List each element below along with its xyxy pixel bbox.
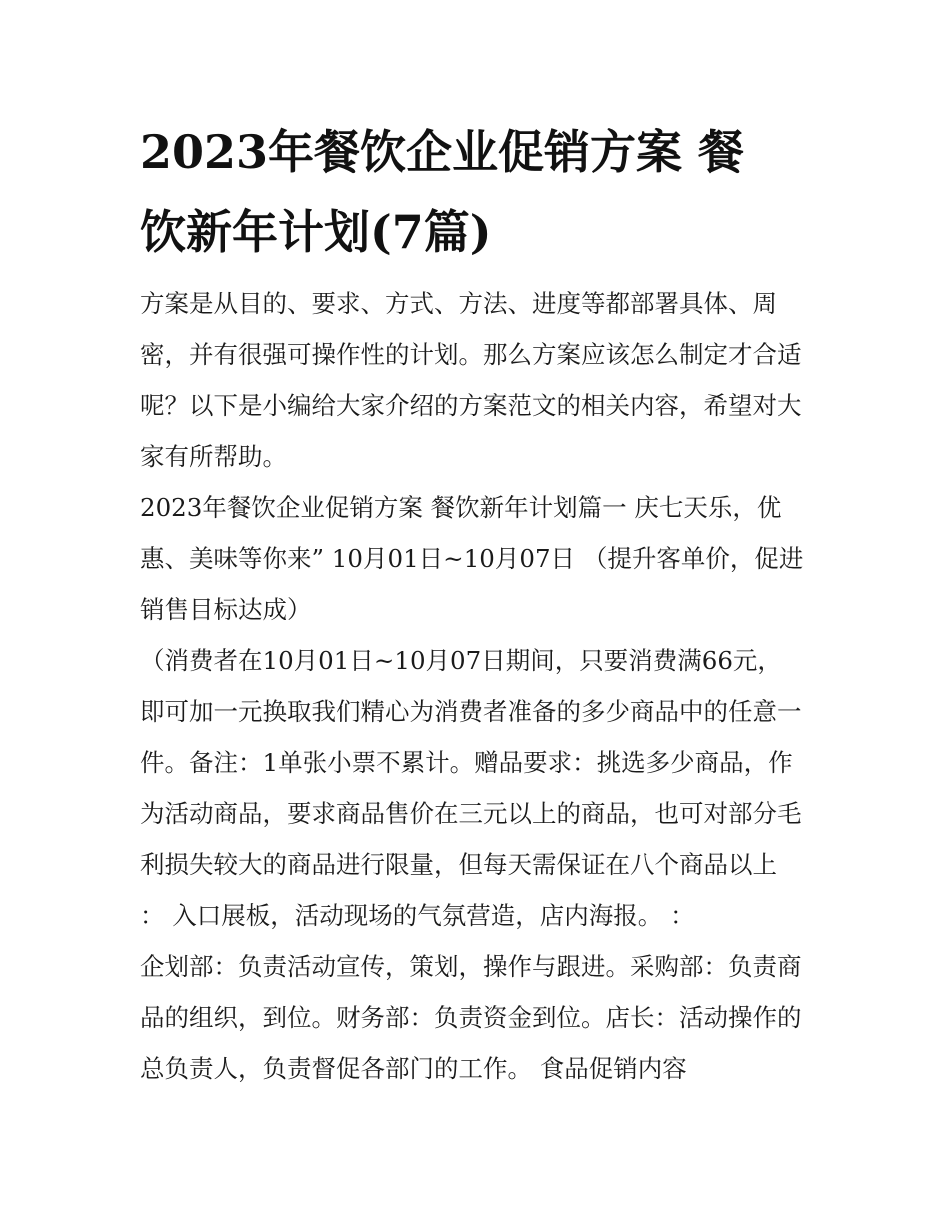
text-line: 利损失较大的商品进行限量，但每天需保证在八个商品以上 [140, 850, 777, 879]
text-line: 呢？以下是小编给大家介绍的方案范文的相关内容，希望对大 [140, 391, 802, 420]
text-line: 2023年餐饮企业促销方案 餐饮新年计划篇一 庆七天乐，优 [140, 493, 782, 522]
text-line: 品的组织，到位。财务部：负责资金到位。店长：活动操作的 [140, 1003, 802, 1032]
text-line: 为活动商品，要求商品售价在三元以上的商品，也可对部分毛 [140, 799, 802, 828]
text-line: ： 入口展板，活动现场的气氛营造，店内海报。 ： [140, 901, 695, 930]
text-line: 企划部：负责活动宣传，策划，操作与跟进。采购部：负责商 [140, 952, 802, 981]
paragraph-plan-one [140, 482, 820, 635]
text-line: （消费者在10月01日~10月07日期间，只要消费满66元， [140, 646, 782, 675]
title-line: 2023年餐饮企业促销方案 餐 [140, 125, 745, 179]
text-line: 总负责人，负责督促各部门的工作。 食品促销内容 [140, 1054, 687, 1083]
document-body [140, 278, 820, 1094]
paragraph-responsibilities [140, 941, 820, 1094]
text-line: 方案是从目的、要求、方式、方法、进度等都部署具体、周 [140, 289, 777, 318]
title-line: 饮新年计划(7篇) [140, 205, 492, 259]
paragraph-promotion-rules [140, 635, 820, 941]
text-line: 密，并有很强可操作性的计划。那么方案应该怎么制定才合适 [140, 340, 802, 369]
text-line: 家有所帮助。 [140, 442, 287, 471]
text-line: 件。备注：1单张小票不累计。赠品要求：挑选多少商品，作 [140, 748, 793, 777]
paragraph-intro [140, 278, 820, 482]
text-line: 销售目标达成） [140, 595, 312, 624]
document-title [140, 112, 820, 272]
text-line: 即可加一元换取我们精心为消费者准备的多少商品中的任意一 [140, 697, 802, 726]
text-line: 惠、美味等你来” 10月01日~10月07日 （提升客单价，促进 [140, 544, 804, 573]
